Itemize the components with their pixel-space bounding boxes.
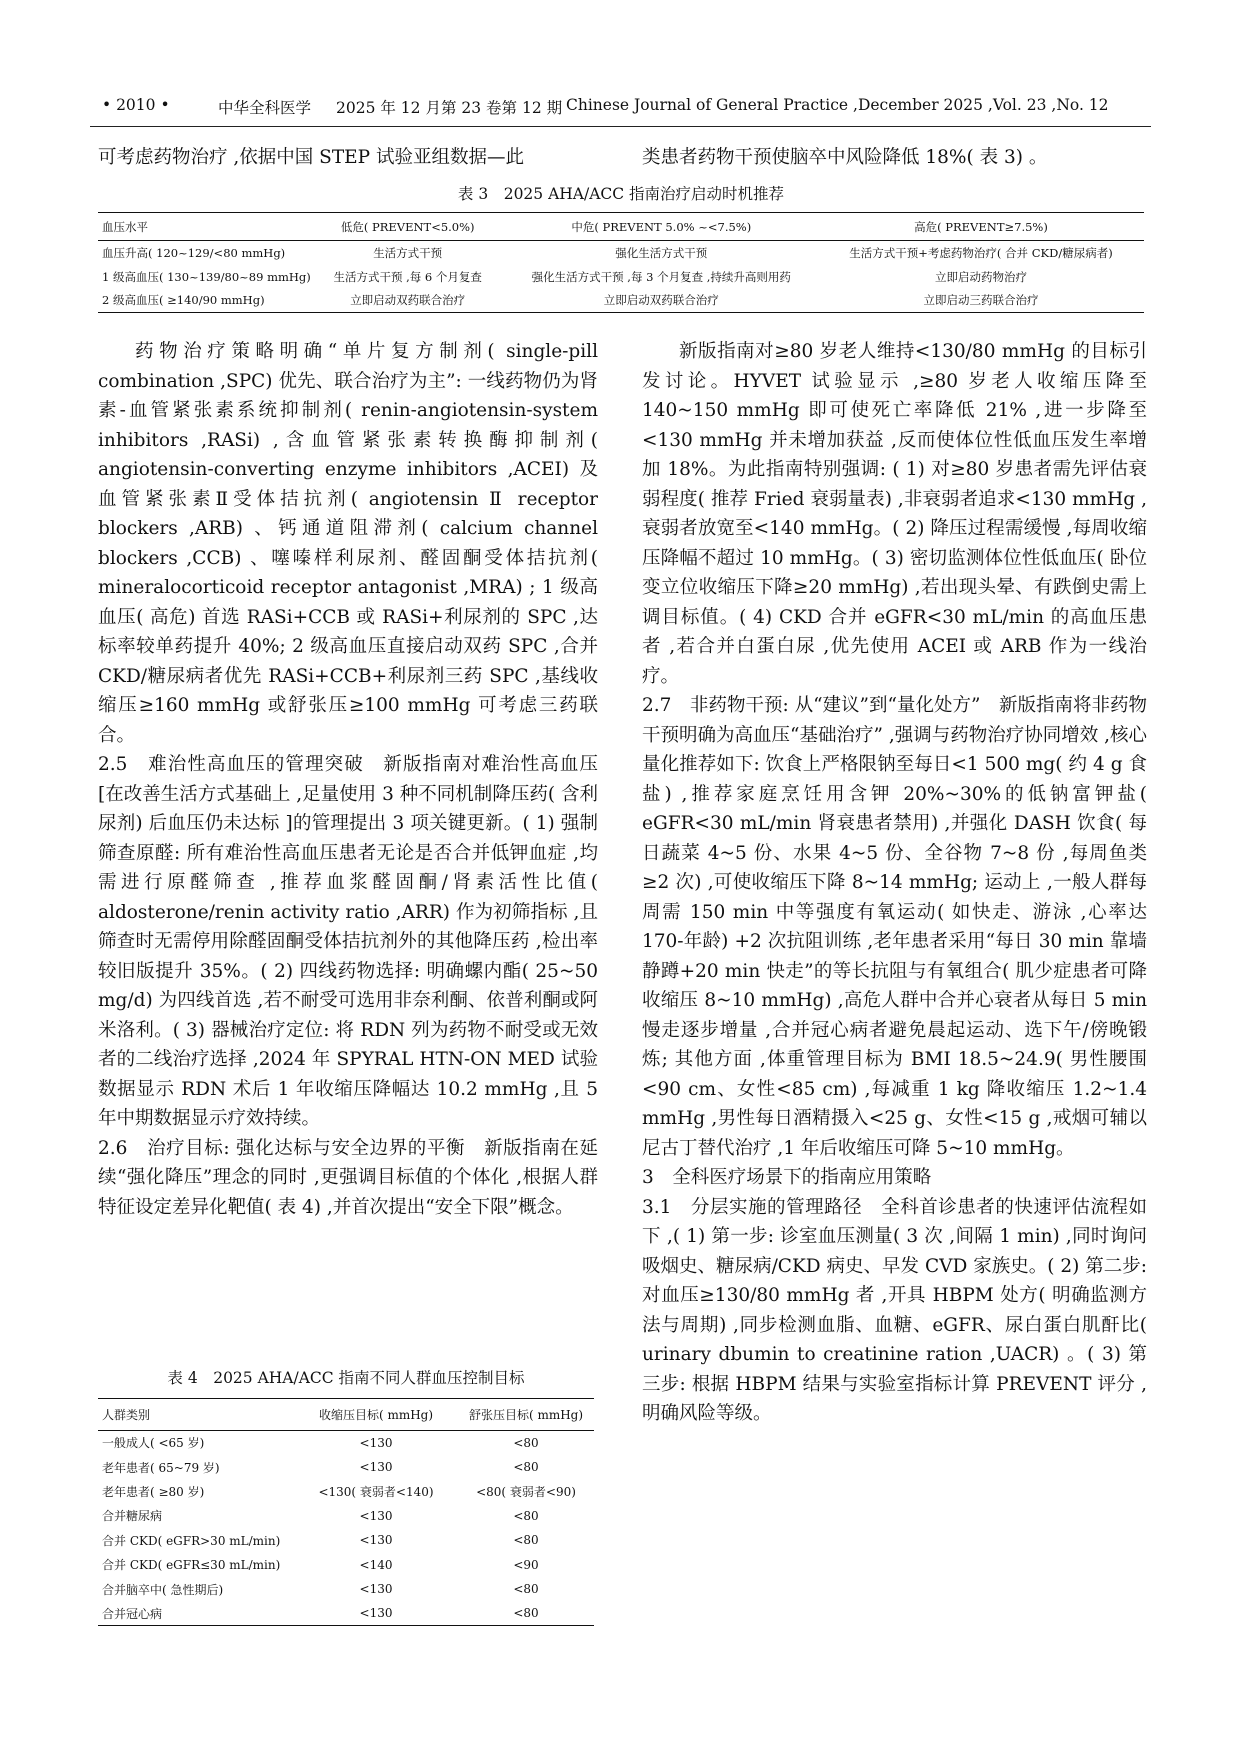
section-2-6-paragraph: 2.6 治疗目标: 强化达标与安全边界的平衡 新版指南在延续“强化降压”理念的同时 ,更强调目标值的个体化 ,根据人群特征设定差异化靶值( 表 4) ,并首次提出“安全下限”概念。	[98, 1137, 598, 1218]
table4-cell: <130	[359, 1582, 393, 1597]
table3-header-row	[98, 213, 1144, 241]
table4-cell: <130	[359, 1508, 393, 1523]
page-number: • 2010 •	[102, 96, 170, 114]
table-row	[98, 1601, 594, 1625]
section-2-7-paragraph: 2.7 非药物干预: 从“建议”到“量化处方” 新版指南将非药物干预明确为高血压“基础治疗” ,强调与药物治疗协同增效 ,核心量化推荐如下: 饮食上严格限钠至每日<1 500 mg( 约 4 g 食盐) ,推荐家庭烹饪用含钾 20%~30%的低钠富钾盐( eGFR<30 mL/min 肾衰患者禁用) ,并强化 DASH 饮食( 每日蔬菜 4~5 份、水果 4~5 份、全谷物 7~8 份 ,每周鱼类≥2 次) ,可使收缩压下降 8~14 mmHg; 运动上 ,一般人群每周需 150 min 中等强度有氧运动( 如快走、游泳 ,心率达 170-年龄) +2 次抗阻训练 ,老年患者采用“每日 30 min 靠墙静蹲+20 min 快走”的等长抗阻与有氧组合( 肌少症患者可降收缩压 8~10 mmHg) ,高危人群中合并心衰者从每日 5 min 慢走逐步增量 ,合并冠心病者避免晨起运动、选下午/傍晚锻炼; 其他方面 ,体重管理目标为 BMI 18.5~24.9( 男性腰围<90 cm、女性<85 cm) ,每减重 1 kg 降收缩压 1.2~1.4 mmHg ,男性每日酒精摄入<25 g、女性<15 g ,戒烟可辅以尼古丁替代治疗 ,1 年后收缩压可降 5~10 mmHg。	[642, 695, 1147, 1159]
table-row	[98, 1479, 594, 1503]
table4-cell: <80	[513, 1508, 539, 1523]
left-column	[98, 337, 598, 1222]
table4-cell: 一般成人( <65 岁)	[102, 1436, 205, 1451]
table3-header: 高危( PREVENT≥7.5%)	[818, 213, 1144, 241]
body-paragraph: 新版指南对≥80 岁老人维持<130/80 mmHg 的目标引发讨论。HYVET 试验显示 ,≥80 岁老人收缩压降至 140~150 mmHg 即可使死亡率降低 21% ,进一步降至<130 mmHg 并未增加获益 ,反而使体位性低血压发生率增加 18%。为此指南特别强调: ( 1) 对≥80 岁患者需先评估衰弱程度( 推荐 Fried 衰弱量表) ,非衰弱者追求<130 mmHg ,衰弱者放宽至<140 mmHg。( 2) 降压过程需缓慢 ,每周收缩压降幅不超过 10 mmHg。( 3) 密切监测体位性低血压( 卧位变立位收缩压下降≥20 mmHg) ,若出现头晕、有跌倒史需上调目标值。( 4) CKD 合并 eGFR<30 mL/min 的高血压患者 ,若合并白蛋白尿 ,优先使用 ACEI 或 ARB 作为一线治疗。	[642, 341, 1147, 687]
table3-cell: 强化生活方式干预 ,每 3 个月复查 ,持续升高则用药	[531, 269, 791, 284]
table4-cell: <80	[513, 1435, 539, 1450]
table3-cell: 1 级高血压( 130~139/80~89 mmHg)	[102, 269, 311, 284]
table-row	[98, 241, 1144, 265]
table-row	[98, 1552, 594, 1576]
right-column	[642, 337, 1147, 1429]
section-3-1-paragraph: 3.1 分层实施的管理路径 全科首诊患者的快速评估流程如下 ,( 1) 第一步: 诊室血压测量( 3 次 ,间隔 1 min) ,同时询问吸烟史、糖尿病/CKD 病史、早发 CVD 家族史。( 2) 第二步: 对血压≥130/80 mmHg 者 ,开具 HBPM 处方( 明确监测方法与周期) ,同步检测血脂、血糖、eGFR、尿白蛋白肌酐比( urinary dbumin to creatinine ration ,UACR) 。( 3) 第三步: 根据 HBPM 结果与实验室指标计算 PREVENT 评分 ,明确风险等级。	[642, 1196, 1147, 1424]
table4-cell: <80( 衰弱者<90)	[476, 1484, 576, 1499]
table4-cell: <80	[513, 1533, 539, 1548]
table3-cell: 生活方式干预 ,每 6 个月复查	[333, 269, 482, 284]
table-row	[98, 1528, 594, 1552]
table4-cell: <130( 衰弱者<140)	[318, 1484, 434, 1499]
table4-cell: 合并 CKD( eGFR>30 mL/min)	[102, 1533, 281, 1548]
intro-right: 类患者药物干预使脑卒中风险降低 18%( 表 3) 。	[642, 147, 1048, 168]
table4-cell: <130	[359, 1460, 393, 1475]
table3-caption: 表 3 2025 AHA/ACC 指南治疗启动时机推荐	[457, 185, 785, 203]
table-row	[98, 1431, 594, 1455]
table3-cell: 立即启动药物治疗	[934, 269, 1027, 284]
table4-cell: <130	[359, 1435, 393, 1450]
table3-cell: 生活方式干预+考虑药物治疗( 合并 CKD/糖尿病者)	[849, 245, 1113, 260]
table4-cell: <90	[513, 1557, 539, 1572]
table4	[98, 1398, 594, 1626]
table3-cell: 生活方式干预	[373, 245, 443, 260]
issue-cn: 2025 年 12 月第 23 卷第 12 期	[336, 99, 563, 117]
journal-title-en: Chinese Journal of General Practice ,December 2025 ,Vol. 23 ,No. 12	[566, 96, 1109, 114]
table4-cell: <80	[458, 1601, 594, 1625]
table4-header: 舒张压目标( mmHg)	[458, 1399, 594, 1431]
header-rule	[90, 126, 1151, 127]
table3-header: 中危( PREVENT 5.0% ~<7.5%)	[505, 213, 818, 241]
table4-cell: 合并糖尿病	[102, 1509, 163, 1524]
section-3-heading: 3 全科医疗场景下的指南应用策略	[642, 1167, 932, 1188]
table4-header-row	[98, 1399, 594, 1431]
table4-cell: <80	[513, 1460, 539, 1475]
table4-cell: <130	[294, 1601, 458, 1625]
table3	[98, 212, 1144, 313]
body-paragraph: 药物治疗策略明确“单片复方制剂( single-pill combination ,SPC) 优先、联合治疗为主”: 一线药物仍为肾素-血管紧张素系统抑制剂( renin-angiotensin-system inhibitors ,RASi) ,含血管紧张素转换酶抑制剂( angiotensin-converting enzyme inhibitors ,ACEI) 及血管紧张素Ⅱ受体拮抗剂( angiotensin Ⅱ receptor blockers ,ARB) 、钙通道阻滞剂( calcium channel blockers ,CCB) 、噻嗪样利尿剂、醛固酮受体拮抗剂( mineralocorticoid receptor antagonist ,MRA) ; 1 级高血压( 高危) 首选 RASi+CCB 或 RASi+利尿剂的 SPC ,达标率较单药提升 40%; 2 级高血压直接启动双药 SPC ,合并 CKD/糖尿病者优先 RASi+CCB+利尿剂三药 SPC ,基线收缩压≥160 mmHg 或舒张压≥100 mmHg 可考虑三药联合。	[98, 341, 598, 746]
table4-cell: 合并冠心病	[98, 1601, 294, 1625]
table3-cell: 立即启动三药联合治疗	[818, 289, 1144, 313]
table4-cell: 合并 CKD( eGFR≤30 mL/min)	[102, 1558, 281, 1573]
table3-cell: 血压升高( 120~129/<80 mmHg)	[102, 245, 286, 260]
table-row	[98, 1504, 594, 1528]
table3-cell: 立即启动双药联合治疗	[311, 289, 505, 313]
table4-caption: 表 4 2025 AHA/ACC 指南不同人群血压控制目标	[167, 1369, 525, 1387]
table4-header: 人群类别	[98, 1399, 294, 1431]
table4-cell: 老年患者( ≥80 岁)	[102, 1484, 205, 1499]
table4-header: 收缩压目标( mmHg)	[294, 1399, 458, 1431]
table4-cell: <140	[359, 1557, 393, 1572]
table3-cell: 强化生活方式干预	[615, 245, 708, 260]
table-row	[98, 289, 1144, 313]
table4-cell: 老年患者( 65~79 岁)	[102, 1460, 220, 1475]
table4-cell: <130	[359, 1533, 393, 1548]
table4-cell: <80	[513, 1582, 539, 1597]
table-row	[98, 265, 1144, 289]
table3-cell: 立即启动双药联合治疗	[505, 289, 818, 313]
table3-header: 低危( PREVENT<5.0%)	[311, 213, 505, 241]
running-header	[90, 96, 1151, 122]
table3-cell: 2 级高血压( ≥140/90 mmHg)	[98, 289, 311, 313]
table3-header: 血压水平	[98, 213, 311, 241]
journal-title-cn: 中华全科医学	[218, 99, 312, 117]
table-row	[98, 1455, 594, 1479]
intro-left: 可考虑药物治疗 ,依据中国 STEP 试验亚组数据—此	[98, 147, 524, 168]
table-row	[98, 1577, 594, 1601]
section-2-5-paragraph: 2.5 难治性高血压的管理突破 新版指南对难治性高血压 [在改善生活方式基础上 ,足量使用 3 种不同机制降压药( 含利尿剂) 后血压仍未达标 ]的管理提出 3 项关键更新。( 1) 强制筛查原醛: 所有难治性高血压患者无论是否合并低钾血症 ,均需进行原醛筛查 ,推荐血浆醛固酮/肾素活性比值( aldosterone/renin activity ratio ,ARR) 作为初筛指标 ,且筛查时无需停用除醛固酮受体拮抗剂外的其他降压药 ,检出率较旧版提升 35%。( 2) 四线药物选择: 明确螺内酯( 25~50 mg/d) 为四线首选 ,若不耐受可选用非奈利酮、依普利酮或阿米洛利。( 3) 器械治疗定位: 将 RDN 列为药物不耐受或无效者的二线治疗选择 ,2024 年 SPYRAL HTN-ON MED 试验数据显示 RDN 术后 1 年收缩压降幅达 10.2 mmHg ,且 5 年中期数据显示疗效持续。	[98, 754, 598, 1129]
table4-cell: 合并脑卒中( 急性期后)	[102, 1582, 224, 1597]
